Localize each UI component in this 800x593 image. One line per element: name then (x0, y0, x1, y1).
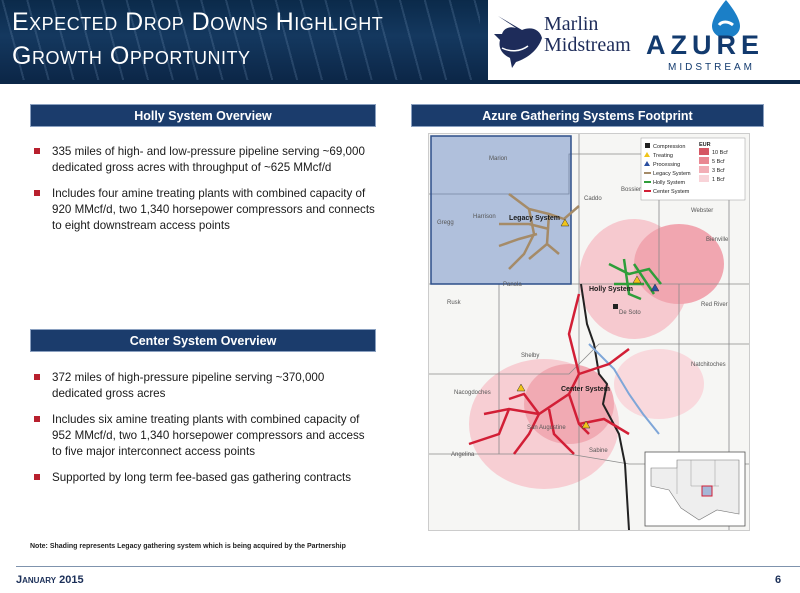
footer-date: January 2015 (16, 574, 84, 586)
svg-text:De Soto: De Soto (619, 310, 641, 316)
legend-holly: Holly System (653, 180, 686, 186)
svg-text:Bienville: Bienville (706, 237, 729, 243)
marlin-logo-text: Marlin Midstream (544, 13, 631, 56)
map-canvas (429, 134, 749, 530)
center-bullet-3: Supported by long term fee-based gas gathering contracts (30, 470, 376, 486)
center-bullet-list (30, 370, 376, 496)
center-bullet-1: 372 miles of high-pressure pipeline serving ~370,000 dedicated gross acres (30, 370, 376, 402)
holly-bullet-2: Includes four amine treating plants with combined capacity of 920 MMcf/d, two 1,340 horsepower compressors and connects to eight downstream access points (30, 186, 376, 234)
footer-rule (16, 566, 800, 567)
svg-text:San Augustine: San Augustine (527, 425, 566, 431)
svg-text:Natchitoches: Natchitoches (691, 362, 726, 368)
svg-text:Rusk: Rusk (447, 300, 461, 306)
marlin-fish-icon (492, 8, 544, 68)
compression-icon (613, 304, 618, 309)
svg-text:Nacogdoches: Nacogdoches (454, 390, 491, 396)
legend-treating: Treating (653, 153, 673, 159)
legend-processing: Processing (653, 162, 681, 168)
page-title (12, 5, 383, 73)
legend-eur-10: 10 Bcf (712, 150, 728, 156)
center-section-heading: Center System Overview (30, 329, 376, 352)
svg-text:Center System: Center System (561, 386, 611, 393)
svg-text:Holly System: Holly System (589, 286, 633, 293)
svg-text:Red River: Red River (701, 302, 728, 308)
page-title-line-2: Growth Opportunity (12, 42, 251, 70)
inset-map (645, 452, 745, 526)
legend-eur-title: EUR (699, 142, 711, 148)
map-legend (641, 138, 745, 200)
legend-compression: Compression (653, 144, 686, 150)
header-banner (0, 0, 800, 80)
svg-text:Sabine: Sabine (589, 448, 608, 454)
svg-text:Bossier: Bossier (621, 187, 642, 193)
logo-area (488, 0, 800, 80)
svg-text:Panola: Panola (503, 282, 522, 288)
legend-eur-3: 3 Bcf (712, 168, 725, 174)
legend-eur-1: 1 Bcf (712, 177, 725, 183)
holly-section-heading: Holly System Overview (30, 104, 376, 127)
map-section-heading: Azure Gathering Systems Footprint (411, 104, 764, 127)
legend-legacy: Legacy System (653, 171, 691, 177)
header-rule (0, 80, 800, 84)
center-bullet-2: Includes six amine treating plants with combined capacity of 952 MMcf/d, two 1,340 horsepower compressors and access to five major interconnect access points (30, 412, 376, 460)
eur-shade (614, 349, 704, 419)
azure-logo-text: AZURE (646, 30, 764, 60)
svg-text:Angelina: Angelina (451, 452, 475, 458)
legend-center: Center System (653, 189, 690, 195)
svg-text:Webster: Webster (691, 208, 714, 214)
page-number: 6 (775, 574, 782, 586)
holly-bullet-1: 335 miles of high- and low-pressure pipeline serving ~69,000 dedicated gross acres with throughput of ~625 MMcf/d (30, 144, 376, 176)
svg-text:Gregg: Gregg (437, 220, 454, 226)
svg-text:Marion: Marion (489, 156, 508, 162)
page-title-line-1: Expected Drop Downs Highlight (12, 8, 384, 36)
svg-text:Legacy System: Legacy System (509, 215, 560, 222)
svg-text:Caddo: Caddo (584, 196, 602, 202)
gathering-systems-map (428, 133, 750, 531)
footnote: Note: Shading represents Legacy gathering system which is being acquired by the Partnership (30, 543, 346, 550)
legend-eur-5: 5 Bcf (712, 159, 725, 165)
svg-text:Harrison: Harrison (473, 214, 496, 220)
azure-logo-subtext: MIDSTREAM (668, 62, 755, 73)
holly-bullet-list (30, 144, 376, 244)
svg-text:Shelby: Shelby (521, 353, 540, 359)
